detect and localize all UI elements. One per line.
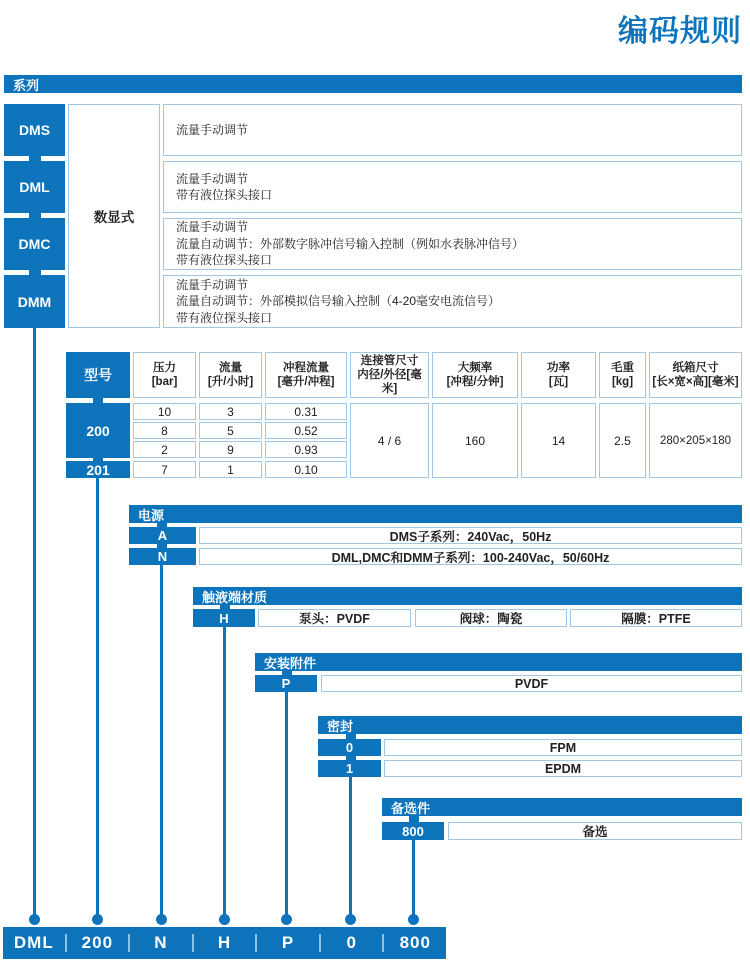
cell-pressure: 2 — [133, 441, 196, 458]
cell-pressure: 7 — [133, 461, 196, 478]
series-desc-line: 流量手动调节 — [176, 277, 249, 292]
cell-stroke-flow: 0.10 — [265, 461, 347, 478]
connector-dot — [345, 914, 356, 925]
series-desc-line: 带有液位探头接口 — [176, 188, 273, 202]
code-segment-series: DML — [13, 933, 54, 952]
seal-section-header: 密封 — [318, 716, 742, 734]
connector-dot — [281, 914, 292, 925]
material-valve-ball: 阀球：陶瓷 — [415, 609, 567, 627]
connector-line-mounting — [285, 692, 288, 920]
model-code-201: 201 — [66, 461, 130, 478]
series-code-dmm: DMM — [4, 275, 65, 328]
optional-code-800: 800 — [382, 822, 444, 840]
mounting-value: PVDF — [321, 675, 742, 692]
cell-flow: 3 — [199, 403, 262, 420]
connector-dot — [29, 914, 40, 925]
cell-flow: 1 — [199, 461, 262, 478]
connector-dot — [408, 914, 419, 925]
col-header-pressure: 压力 [bar] — [133, 352, 196, 398]
page-title: 编码规则 — [618, 15, 742, 48]
code-segment-seal: 0 — [346, 933, 357, 952]
mounting-code-p: P — [255, 675, 317, 692]
col-header-gross-weight: 毛重 [kg] — [599, 352, 646, 398]
series-desc-dms — [163, 104, 742, 156]
connector-line-optional — [412, 840, 415, 920]
series-desc-line: 流量自动调节：外部数字脉冲信号输入控制（例如水表脉冲信号） — [176, 236, 525, 251]
connector-line-seal — [349, 777, 352, 920]
code-segment-power: N — [154, 933, 168, 952]
connector-tab — [29, 213, 41, 218]
code-segment-mounting: P — [281, 933, 295, 952]
series-desc-line: 带有液位探头接口 — [176, 253, 273, 268]
model-code-200: 200 — [66, 403, 130, 458]
model-column-header: 型号 — [66, 352, 130, 398]
connector-dot — [156, 914, 167, 925]
series-desc-dmm — [163, 275, 742, 328]
display-type-label: 数显式 — [68, 104, 160, 328]
seal-value-fpm: FPM — [384, 739, 742, 756]
code-segment-model: 200 — [81, 933, 114, 952]
cell-flow: 5 — [199, 422, 262, 439]
cell-pressure: 8 — [133, 422, 196, 439]
code-segment-material: H — [217, 933, 232, 952]
connector-line-series — [33, 328, 36, 920]
optional-value: 备选 — [448, 822, 742, 840]
col-header-pipe-size: 连接管尺寸 内径/外径[毫米] — [350, 352, 429, 398]
cell-stroke-flow: 0.31 — [265, 403, 347, 420]
series-desc-line: 流量手动调节 — [176, 122, 249, 137]
series-desc-line: 带有液位探头接口 — [176, 310, 273, 325]
col-header-flow: 流量 [升/小时] — [199, 352, 262, 398]
cell-stroke-flow: 0.52 — [265, 422, 347, 439]
series-code-dmc: DMC — [4, 218, 65, 270]
connector-line-material — [223, 627, 226, 920]
connector-line-power — [160, 564, 163, 920]
cell-stroke-flow: 0.93 — [265, 441, 347, 458]
col-header-stroke-flow: 冲程流量 [毫升/冲程] — [265, 352, 347, 398]
power-code-a: A — [129, 527, 196, 544]
power-section-header: 电源 — [129, 505, 742, 523]
power-desc-n: DML,DMC和DMM子系列：100-240Vac，50/60Hz — [199, 548, 742, 565]
series-desc-line: 流量自动调节：外部模拟信号输入控制（4-20毫安电流信号） — [176, 294, 501, 309]
cell-flow: 9 — [199, 441, 262, 458]
series-code-dms: DMS — [4, 104, 65, 156]
series-desc-line: 流量手动调节 — [176, 171, 249, 186]
power-code-n: N — [129, 548, 196, 565]
cell-pressure: 10 — [133, 403, 196, 420]
series-desc-line: 流量手动调节 — [176, 220, 249, 235]
connector-dot — [219, 914, 230, 925]
cell-max-frequency: 160 — [432, 403, 518, 478]
seal-value-epdm: EPDM — [384, 760, 742, 777]
material-pump-head: 泵头：PVDF — [258, 609, 411, 627]
connector-dot — [92, 914, 103, 925]
series-code-dml: DML — [4, 161, 65, 213]
power-desc-a: DMS子系列：240Vac，50Hz — [199, 527, 742, 544]
material-section-header: 触液端材质 — [193, 587, 742, 605]
col-header-power: 功率 [瓦] — [521, 352, 596, 398]
cell-carton-size: 280×205×180 — [649, 403, 742, 478]
connector-tab — [29, 270, 41, 275]
cell-pipe-size: 4 / 6 — [350, 403, 429, 478]
connector-line-model — [96, 478, 99, 920]
series-section-header: 系列 — [4, 75, 742, 93]
material-code-h: H — [193, 609, 255, 627]
code-segment-optional: 800 — [399, 933, 431, 952]
col-header-carton-size: 纸箱尺寸 [长×宽×高][毫米] — [649, 352, 742, 398]
seal-code-1: 1 — [318, 760, 381, 777]
material-diaphragm: 隔膜：PTFE — [570, 609, 742, 627]
seal-code-0: 0 — [318, 739, 381, 756]
connector-tab — [29, 156, 41, 161]
cell-gross-weight: 2.5 — [599, 403, 646, 478]
model-code-bar — [3, 927, 446, 959]
col-header-max-frequency: 大频率 [冲程/分钟] — [432, 352, 518, 398]
cell-power: 14 — [521, 403, 596, 478]
series-desc-dmc — [163, 218, 742, 270]
optional-section-header: 备选件 — [382, 798, 742, 816]
mounting-section-header: 安装附件 — [255, 653, 742, 671]
series-desc-dml — [163, 161, 742, 213]
